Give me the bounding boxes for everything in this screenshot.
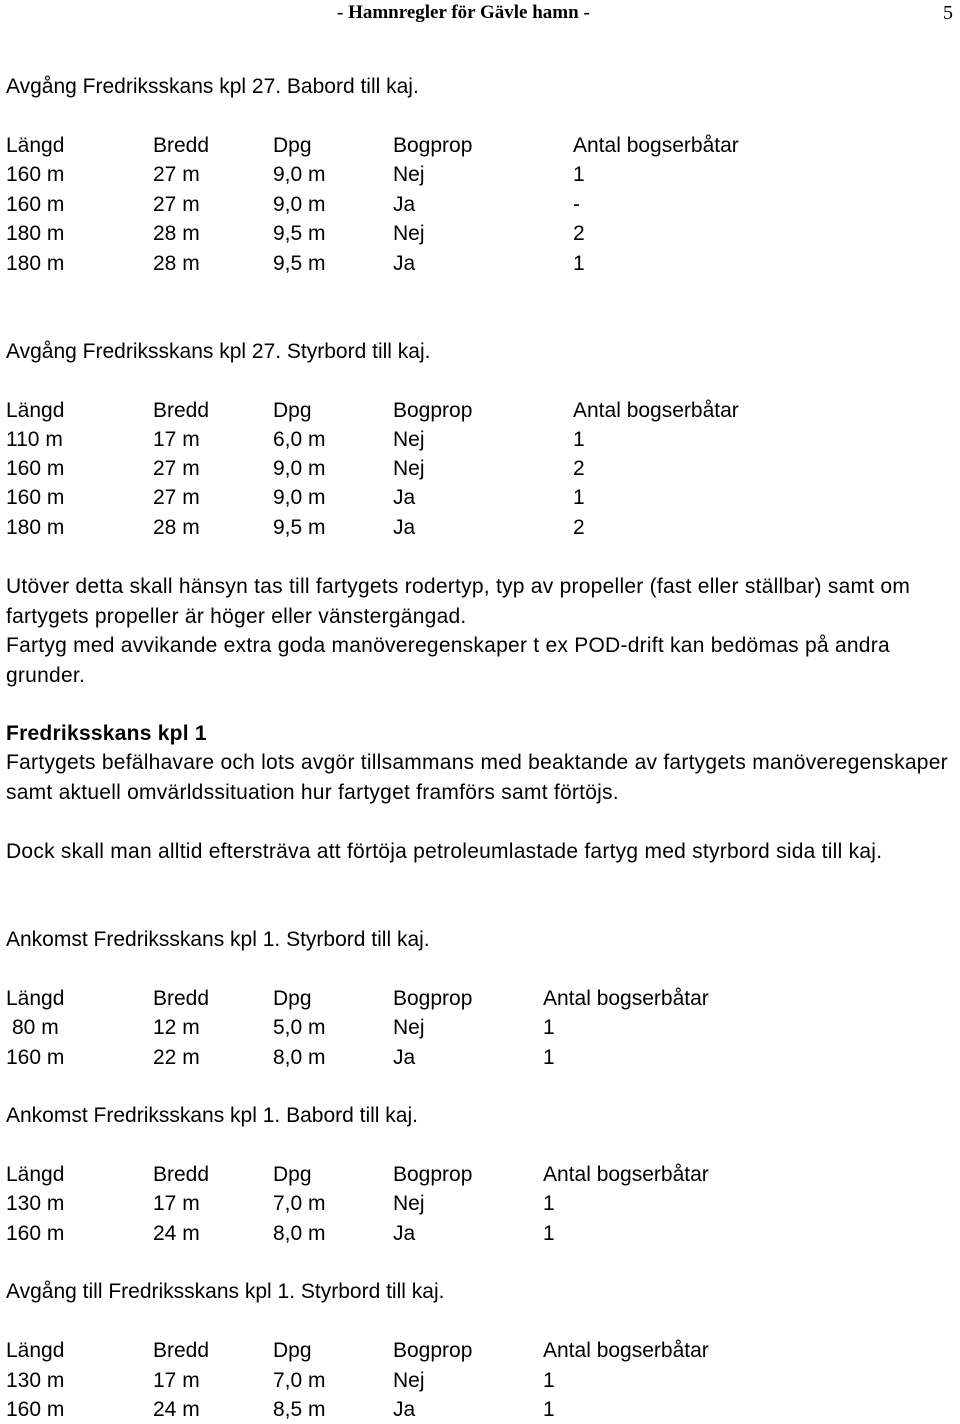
table-cell: 2 [573,222,585,245]
table-cell: 9,5 m [273,516,326,539]
column-header: Antal bogserbåtar [573,134,739,157]
section-heading: Ankomst Fredriksskans kpl 1. Styrbord till kaj. [6,928,430,951]
column-header: Bredd [153,1339,210,1362]
column-header: Bredd [153,399,210,422]
table-cell: 180 m [6,252,65,275]
note-paragraph: Dock skall man alltid eftersträva att förtöja petroleumlastade fartyg med styrbord sida till kaj. [6,840,883,863]
table-cell: 27 m [153,486,200,509]
column-header: Antal bogserbåtar [573,399,739,422]
column-header: Bogprop [393,399,473,422]
column-header: Antal bogserbåtar [543,1339,709,1362]
table-cell: 7,0 m [273,1192,326,1215]
table-cell: Ja [393,252,416,275]
column-header: Dpg [273,399,312,422]
table-cell: Nej [393,163,425,186]
column-header: Bredd [153,1163,210,1186]
table-cell: 160 m [6,1046,65,1069]
table-cell: Nej [393,428,425,451]
table-cell: 130 m [6,1192,65,1215]
table-cell: 1 [543,1192,555,1215]
column-header: Dpg [273,1163,312,1186]
column-header: Bogprop [393,987,473,1010]
section-heading: Ankomst Fredriksskans kpl 1. Babord till kaj. [6,1104,418,1127]
table-cell: Ja [393,1398,416,1421]
table-cell: 160 m [6,193,65,216]
table-cell: 2 [573,457,585,480]
table-cell: 160 m [6,457,65,480]
page-number: 5 [943,2,953,24]
table-cell: 180 m [6,516,65,539]
table-cell: 2 [573,516,585,539]
column-header: Dpg [273,987,312,1010]
column-header: Bredd [153,134,210,157]
table-cell: 160 m [6,1222,65,1245]
column-header: Längd [6,399,65,422]
table-cell: 9,0 m [273,163,326,186]
column-header: Bogprop [393,1339,473,1362]
table-cell: 5,0 m [273,1016,326,1039]
subsection-title: Fredriksskans kpl 1 [6,722,207,745]
table-cell: 17 m [153,1369,200,1392]
column-header: Dpg [273,134,312,157]
section-heading: Avgång till Fredriksskans kpl 1. Styrbord till kaj. [6,1280,445,1303]
table-cell: 8,0 m [273,1222,326,1245]
table-cell: Nej [393,457,425,480]
note-paragraph: Fartygets befälhavare och lots avgör tillsammans med beaktande av fartygets manöveregenskaper samt aktuell omvärldssituation hur fartyget framförs samt förtöjs. [6,751,948,804]
column-header: Dpg [273,1339,312,1362]
table-cell: 9,5 m [273,222,326,245]
table-cell: 28 m [153,222,200,245]
column-header: Längd [6,987,65,1010]
table-cell: 80 m [12,1016,59,1039]
table-cell: Nej [393,222,425,245]
table-cell: 17 m [153,1192,200,1215]
table-cell: 180 m [6,222,65,245]
table-cell: 9,5 m [273,252,326,275]
column-header: Bogprop [393,134,473,157]
table-cell: 1 [573,486,585,509]
table-cell: 27 m [153,163,200,186]
table-cell: 28 m [153,516,200,539]
table-cell: 1 [573,428,585,451]
column-header: Bogprop [393,1163,473,1186]
table-cell: 28 m [153,252,200,275]
table-cell: 12 m [153,1016,200,1039]
table-cell: 1 [573,252,585,275]
table-cell: Ja [393,193,416,216]
table-cell: 17 m [153,428,200,451]
table-cell: Nej [393,1192,425,1215]
table-cell: Nej [393,1016,425,1039]
section-heading: Avgång Fredriksskans kpl 27. Babord till kaj. [6,75,419,98]
table-cell: - [573,193,580,216]
table-cell: 160 m [6,486,65,509]
column-header: Bredd [153,987,210,1010]
table-cell: 24 m [153,1222,200,1245]
column-header: Antal bogserbåtar [543,1163,709,1186]
table-cell: 27 m [153,193,200,216]
table-cell: 8,0 m [273,1046,326,1069]
table-cell: 8,5 m [273,1398,326,1421]
column-header: Längd [6,1163,65,1186]
table-cell: 1 [543,1046,555,1069]
table-cell: 1 [543,1398,555,1421]
table-cell: Ja [393,1222,416,1245]
page-header [0,0,960,30]
table-cell: 110 m [6,428,63,451]
table-cell: 1 [573,163,585,186]
table-cell: Nej [393,1369,425,1392]
table-cell: Ja [393,516,416,539]
table-cell: 160 m [6,1398,65,1421]
table-cell: 9,0 m [273,486,326,509]
table-cell: 22 m [153,1046,200,1069]
table-cell: 1 [543,1016,555,1039]
table-cell: 27 m [153,457,200,480]
note-paragraph: Utöver detta skall hänsyn tas till fartygets rodertyp, typ av propeller (fast eller ställbar) samt om fartygets propeller är höger eller vänstergängad. [6,575,911,628]
column-header: Antal bogserbåtar [543,987,709,1010]
table-cell: 130 m [6,1369,65,1392]
table-cell: 160 m [6,163,65,186]
note-paragraph: Fartyg med avvikande extra goda manöveregenskaper t ex POD-drift kan bedömas på andra grunder. [6,634,890,687]
table-cell: Ja [393,1046,416,1069]
document-title: - Hamnregler för Gävle hamn - [337,2,590,23]
table-cell: 7,0 m [273,1369,326,1392]
table-cell: Ja [393,486,416,509]
table-cell: 1 [543,1222,555,1245]
table-cell: 9,0 m [273,457,326,480]
table-cell: 1 [543,1369,555,1392]
table-cell: 9,0 m [273,193,326,216]
section-heading: Avgång Fredriksskans kpl 27. Styrbord till kaj. [6,340,431,363]
column-header: Längd [6,1339,65,1362]
table-cell: 24 m [153,1398,200,1421]
column-header: Längd [6,134,65,157]
table-cell: 6,0 m [273,428,326,451]
